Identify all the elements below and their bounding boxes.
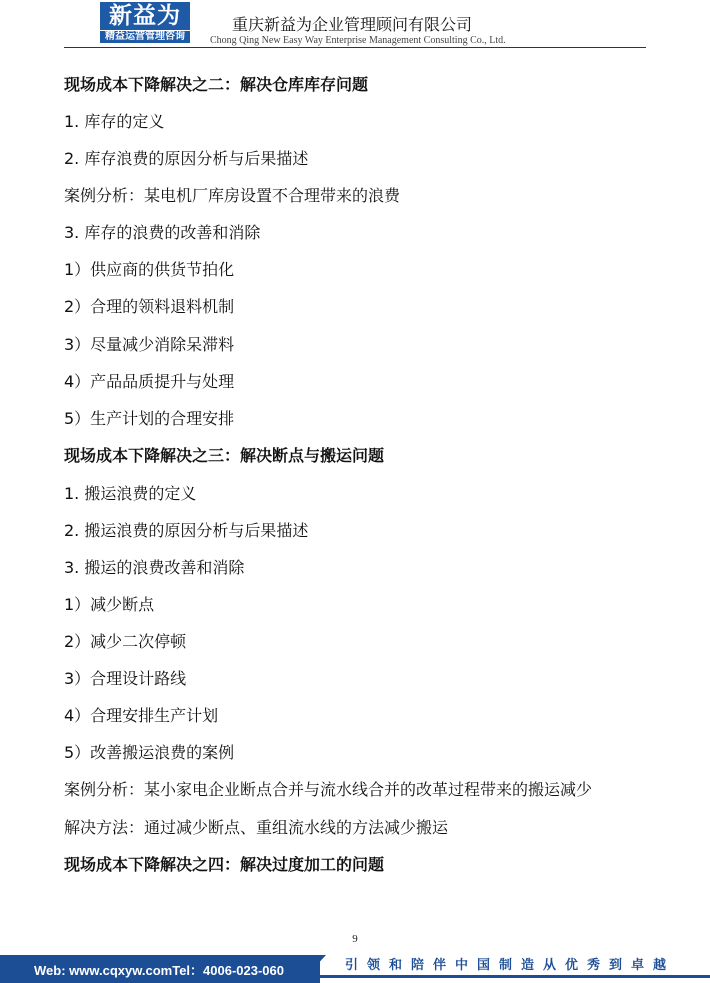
text-line: 3. 搬运的浪费改善和消除	[64, 558, 245, 577]
logo-tagline: 精益运营管理咨询	[100, 31, 190, 43]
text-line: 案例分析：某电机厂库房设置不合理带来的浪费	[64, 186, 401, 205]
footer-rule	[320, 975, 710, 978]
text-line: 案例分析：某小家电企业断点合并与流水线合并的改革过程带来的搬运减少	[64, 780, 593, 799]
text-line: 4）产品品质提升与处理	[64, 372, 235, 391]
text-line: 5）改善搬运浪费的案例	[64, 743, 235, 762]
text-line: 解决方法：通过减少断点、重组流水线的方法减少搬运	[64, 818, 449, 837]
footer-band-slant	[300, 955, 326, 983]
section-heading: 现场成本下降解决之四：解决过度加工的问题	[64, 855, 385, 874]
text-line: 1）减少断点	[64, 595, 155, 614]
text-line: 1）供应商的供货节拍化	[64, 260, 235, 279]
text-line: 2）减少二次停顿	[64, 632, 187, 651]
text-line: 1. 搬运浪费的定义	[64, 484, 197, 503]
text-line: 5）生产计划的合理安排	[64, 409, 235, 428]
text-line: 3）尽量减少消除呆滞料	[64, 335, 235, 354]
text-line: 4）合理安排生产计划	[64, 706, 219, 725]
text-line: 2. 库存浪费的原因分析与后果描述	[64, 149, 309, 168]
footer-slogan: 引领和陪伴中国制造从优秀到卓越	[345, 958, 676, 973]
text-line: 1. 库存的定义	[64, 112, 165, 131]
section-heading: 现场成本下降解决之三：解决断点与搬运问题	[64, 446, 385, 465]
company-name-cn: 重庆新益为企业管理顾问有限公司	[232, 15, 473, 34]
text-line: 3. 库存的浪费的改善和消除	[64, 223, 261, 242]
text-line: 3）合理设计路线	[64, 669, 187, 688]
header-divider	[64, 47, 646, 48]
logo-wordmark: 新益为	[100, 2, 190, 30]
page-number: 9	[352, 933, 358, 945]
company-name-en: Chong Qing New Easy Way Enterprise Management Consulting Co., Ltd.	[210, 35, 506, 46]
company-logo	[100, 2, 190, 44]
text-line: 2. 搬运浪费的原因分析与后果描述	[64, 521, 309, 540]
footer-contact: Web: www.cqxyw.comTel：4006-023-060	[34, 963, 284, 978]
text-line: 2）合理的领料退料机制	[64, 297, 235, 316]
section-heading: 现场成本下降解决之二：解决仓库库存问题	[64, 75, 369, 94]
